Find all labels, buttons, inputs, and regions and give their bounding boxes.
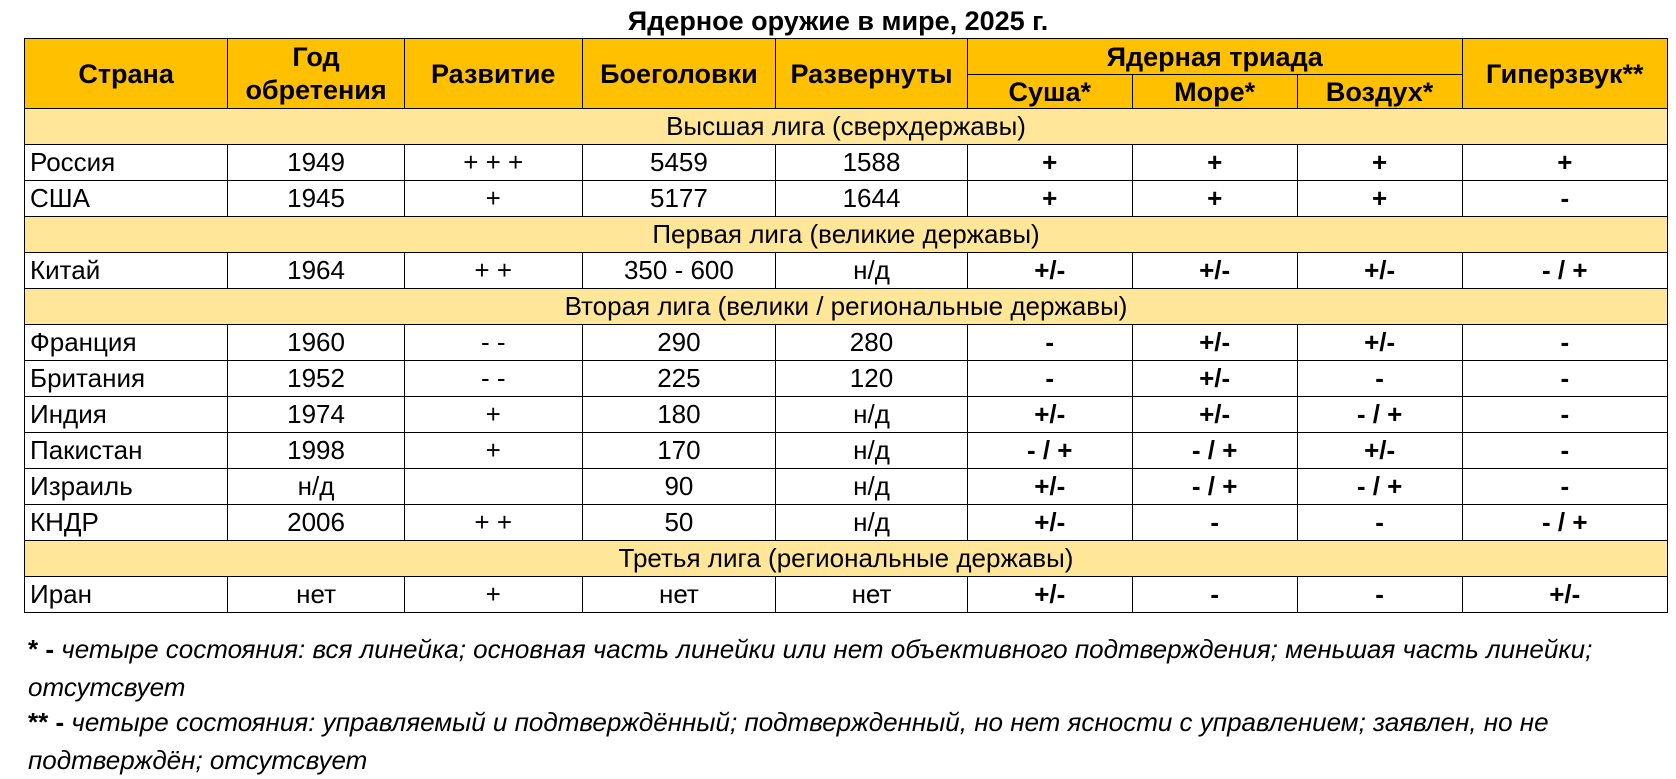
- cell-warheads: 225: [582, 361, 776, 397]
- cell-air: +: [1297, 145, 1462, 181]
- header-country: Страна: [25, 39, 228, 109]
- header-sea: Море*: [1132, 75, 1297, 109]
- league-label: Вторая лига (велики / региональные державы): [25, 289, 1668, 325]
- cell-air: - / +: [1297, 397, 1462, 433]
- cell-development: + +: [404, 505, 582, 541]
- cell-country: КНДР: [25, 505, 228, 541]
- cell-deployed: н/д: [776, 397, 968, 433]
- cell-warheads: 90: [582, 469, 776, 505]
- cell-year: 2006: [228, 505, 405, 541]
- cell-development: +: [404, 577, 582, 613]
- cell-hypersonic: +/-: [1462, 577, 1667, 613]
- footnote-marker: ** -: [28, 707, 65, 737]
- header-development: Развитие: [404, 39, 582, 109]
- cell-development: - -: [404, 361, 582, 397]
- cell-hypersonic: -: [1462, 181, 1667, 217]
- cell-hypersonic: - / +: [1462, 253, 1667, 289]
- cell-land: -: [967, 325, 1132, 361]
- cell-sea: -: [1132, 577, 1297, 613]
- cell-development: - -: [404, 325, 582, 361]
- header-year: Год обретения: [228, 39, 405, 109]
- footnote-hypersonic: [28, 703, 1668, 779]
- cell-air: -: [1297, 361, 1462, 397]
- cell-sea: +/-: [1132, 325, 1297, 361]
- header-air: Воздух*: [1297, 75, 1462, 109]
- cell-year: 1998: [228, 433, 405, 469]
- cell-country: Британия: [25, 361, 228, 397]
- cell-deployed: н/д: [776, 433, 968, 469]
- footnote-text: четыре состояния: управляемый и подтверждённый; подтвержденный, но нет ясности с управлением; заявлен, но не подтверждён; отсутсвует: [28, 707, 1549, 775]
- header-land: Суша*: [967, 75, 1132, 109]
- cell-development: + +: [404, 253, 582, 289]
- cell-warheads: 50: [582, 505, 776, 541]
- cell-hypersonic: -: [1462, 325, 1667, 361]
- cell-land: +/-: [967, 505, 1132, 541]
- league-row: [25, 541, 1668, 577]
- cell-air: +/-: [1297, 433, 1462, 469]
- cell-sea: +/-: [1132, 361, 1297, 397]
- cell-development: +: [404, 397, 582, 433]
- cell-warheads: 5177: [582, 181, 776, 217]
- cell-sea: +: [1132, 145, 1297, 181]
- cell-deployed: 120: [776, 361, 968, 397]
- footnote-marker: * -: [28, 634, 54, 664]
- cell-land: +/-: [967, 469, 1132, 505]
- table-row: [25, 325, 1668, 361]
- cell-development: +: [404, 433, 582, 469]
- cell-sea: - / +: [1132, 469, 1297, 505]
- header-hypersonic: Гиперзвук**: [1462, 39, 1667, 109]
- cell-hypersonic: -: [1462, 361, 1667, 397]
- league-label: Первая лига (великие державы): [25, 217, 1668, 253]
- cell-country: Франция: [25, 325, 228, 361]
- league-row: [25, 109, 1668, 145]
- cell-country: Иран: [25, 577, 228, 613]
- cell-deployed: нет: [776, 577, 968, 613]
- cell-air: +: [1297, 181, 1462, 217]
- cell-year: 1974: [228, 397, 405, 433]
- cell-deployed: 1588: [776, 145, 968, 181]
- cell-year: 1964: [228, 253, 405, 289]
- cell-hypersonic: -: [1462, 397, 1667, 433]
- cell-warheads: нет: [582, 577, 776, 613]
- cell-air: +/-: [1297, 325, 1462, 361]
- cell-warheads: 5459: [582, 145, 776, 181]
- cell-sea: +/-: [1132, 397, 1297, 433]
- cell-development: [404, 469, 582, 505]
- table-row: [25, 469, 1668, 505]
- table-body: [25, 109, 1668, 613]
- cell-sea: - / +: [1132, 433, 1297, 469]
- cell-hypersonic: - / +: [1462, 505, 1667, 541]
- cell-country: Китай: [25, 253, 228, 289]
- cell-year: н/д: [228, 469, 405, 505]
- header-deployed: Развернуты: [776, 39, 968, 109]
- footnote-triad: [28, 630, 1668, 706]
- cell-country: США: [25, 181, 228, 217]
- cell-land: +: [967, 181, 1132, 217]
- cell-land: -: [967, 361, 1132, 397]
- table-title: Ядерное оружие в мире, 2025 г.: [627, 6, 1049, 36]
- table-row: [25, 253, 1668, 289]
- table-row: [25, 181, 1668, 217]
- cell-land: +: [967, 145, 1132, 181]
- cell-development: +: [404, 181, 582, 217]
- cell-country: Индия: [25, 397, 228, 433]
- league-row: [25, 289, 1668, 325]
- cell-land: +/-: [967, 397, 1132, 433]
- cell-air: -: [1297, 577, 1462, 613]
- cell-land: +/-: [967, 253, 1132, 289]
- table-row: [25, 577, 1668, 613]
- cell-hypersonic: +: [1462, 145, 1667, 181]
- league-row: [25, 217, 1668, 253]
- nuclear-weapons-table: [24, 38, 1668, 613]
- cell-country: Израиль: [25, 469, 228, 505]
- cell-year: нет: [228, 577, 405, 613]
- cell-hypersonic: -: [1462, 469, 1667, 505]
- cell-warheads: 180: [582, 397, 776, 433]
- cell-country: Россия: [25, 145, 228, 181]
- cell-deployed: 280: [776, 325, 968, 361]
- cell-air: - / +: [1297, 469, 1462, 505]
- cell-air: -: [1297, 505, 1462, 541]
- cell-warheads: 290: [582, 325, 776, 361]
- cell-warheads: 170: [582, 433, 776, 469]
- cell-deployed: н/д: [776, 253, 968, 289]
- table-row: [25, 433, 1668, 469]
- cell-year: 1960: [228, 325, 405, 361]
- cell-sea: +: [1132, 181, 1297, 217]
- cell-air: +/-: [1297, 253, 1462, 289]
- header-triad: Ядерная триада: [967, 39, 1462, 75]
- cell-deployed: н/д: [776, 505, 968, 541]
- cell-sea: -: [1132, 505, 1297, 541]
- table-row: [25, 361, 1668, 397]
- cell-year: 1949: [228, 145, 405, 181]
- header-warheads: Боеголовки: [582, 39, 776, 109]
- table-row: [25, 145, 1668, 181]
- league-label: Высшая лига (сверхдержавы): [25, 109, 1668, 145]
- cell-land: +/-: [967, 577, 1132, 613]
- cell-country: Пакистан: [25, 433, 228, 469]
- table-row: [25, 397, 1668, 433]
- cell-development: + + +: [404, 145, 582, 181]
- cell-deployed: н/д: [776, 469, 968, 505]
- footnote-text: четыре состояния: вся линейка; основная часть линейки или нет объективного подтверждения; меньшая часть линейки; отсутсвует: [28, 634, 1593, 702]
- cell-year: 1952: [228, 361, 405, 397]
- cell-hypersonic: -: [1462, 433, 1667, 469]
- table-row: [25, 505, 1668, 541]
- cell-year: 1945: [228, 181, 405, 217]
- cell-land: - / +: [967, 433, 1132, 469]
- cell-warheads: 350 - 600: [582, 253, 776, 289]
- league-label: Третья лига (региональные державы): [25, 541, 1668, 577]
- cell-deployed: 1644: [776, 181, 968, 217]
- cell-sea: +/-: [1132, 253, 1297, 289]
